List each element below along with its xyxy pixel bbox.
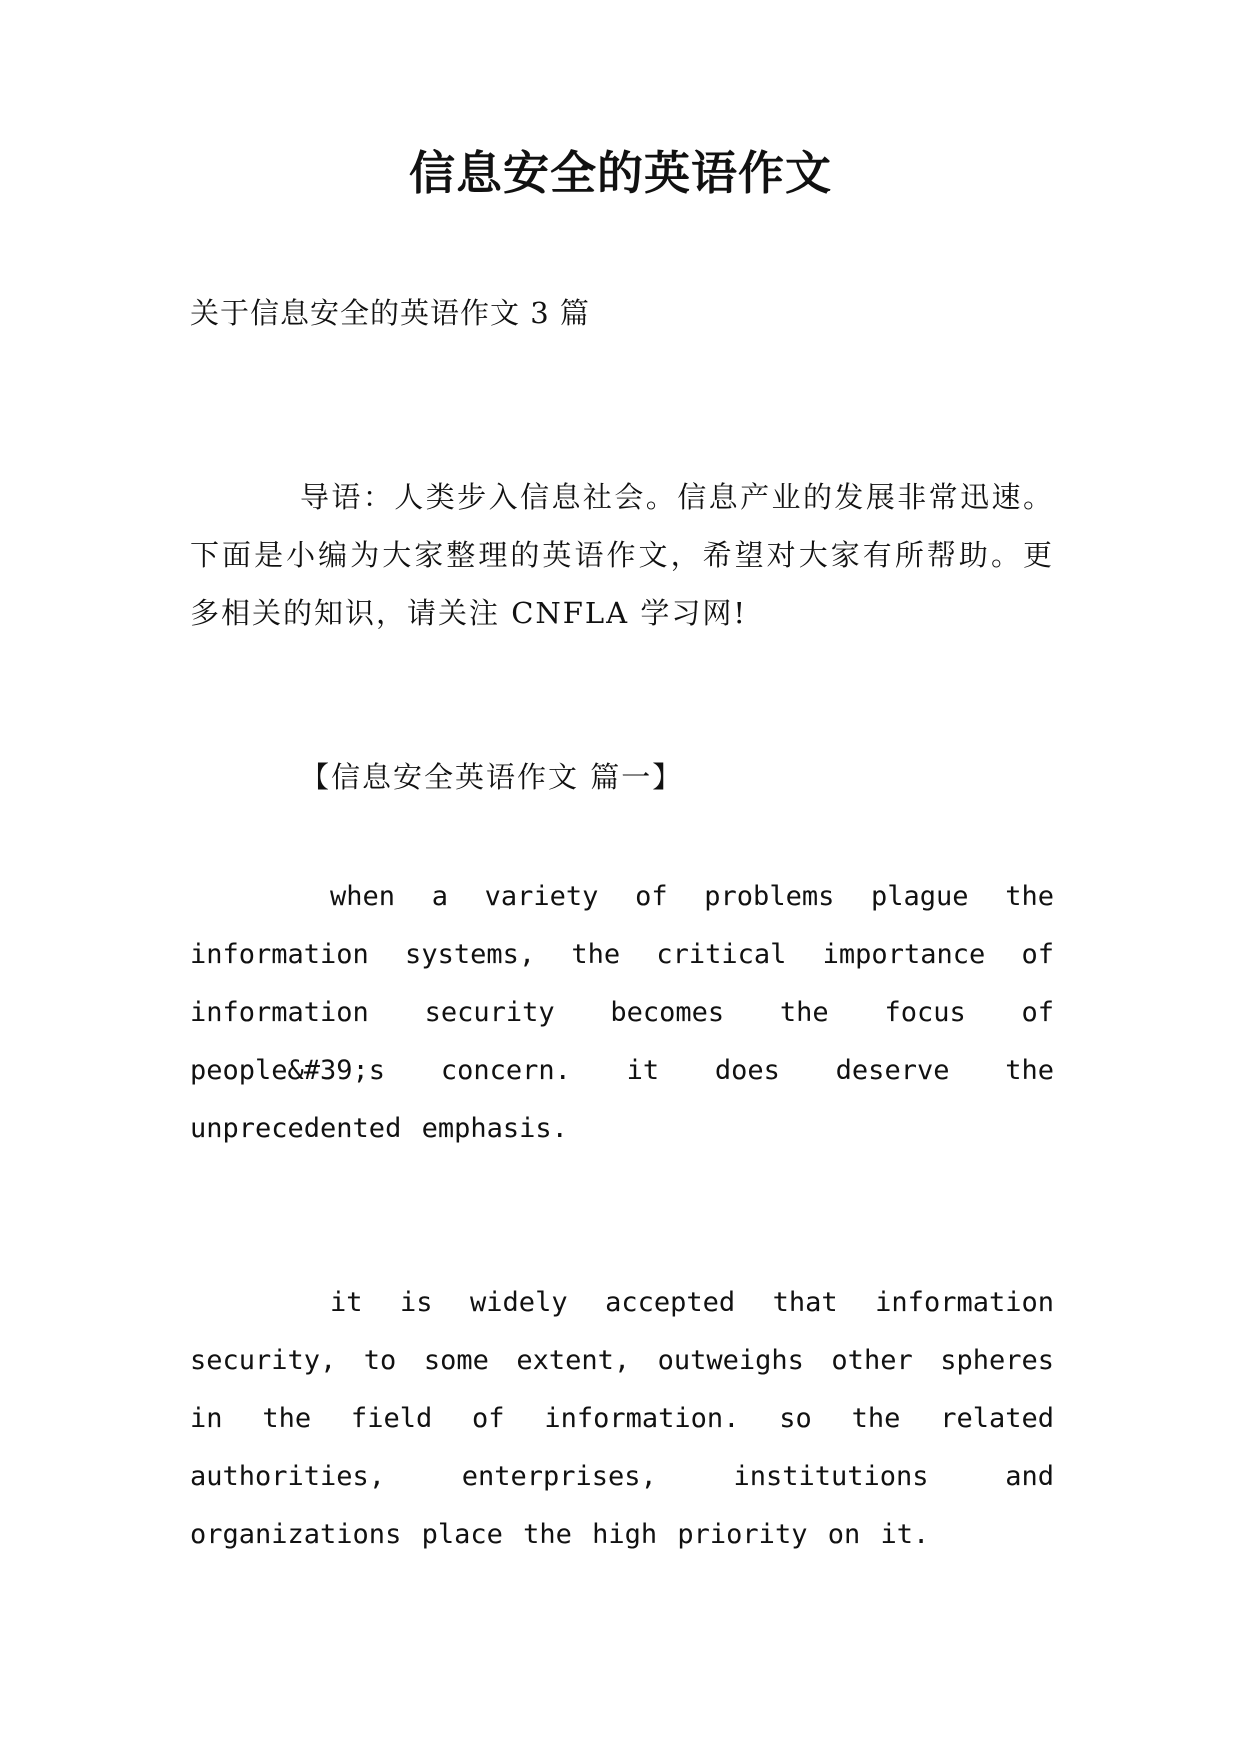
essay-paragraph-1: when a variety of problems plague the information systems, the critical importance of information security becomes the focus of people&#39;s concern. it does deserve the unprecedented emphasis. — [190, 881, 1054, 1144]
page-title: 信息安全的英语作文 — [409, 146, 832, 200]
section-heading: 【信息安全英语作文 篇一】 — [300, 760, 684, 794]
essay-paragraph-2: it is widely accepted that information security, to some extent, outweighs other spheres in the field of information. so the related authorities, enterprises, institutions and organizations place the high priority on it. — [190, 1287, 1054, 1550]
document-subtitle: 关于信息安全的英语作文 3 篇 — [190, 296, 590, 330]
intro-paragraph: 导语：人类步入信息社会。信息产业的发展非常迅速。下面是小编为大家整理的英语作文，希望对大家有所帮助。更多相关的知识，请关注 CNFLA 学习网! — [190, 480, 1054, 630]
